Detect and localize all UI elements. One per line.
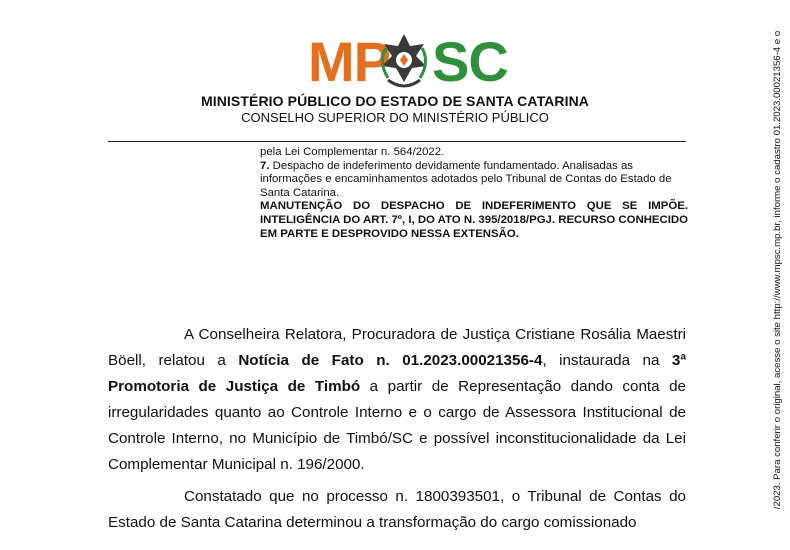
- header-divider: [108, 141, 686, 142]
- verification-side-note: /2023. Para conferir o original, acesse o site http://www.mpsc.mp.br, informe o cadastro 01.2023.00021356-4 e o: [772, 30, 783, 510]
- council-subtitle: CONSELHO SUPERIOR DO MINISTÉRIO PÚBLICO: [241, 110, 549, 125]
- institution-logo: [300, 30, 508, 98]
- summary-verdict: MANUTENÇÃO DO DESPACHO DE INDEFERIMENTO QUE SE IMPÕE. INTELIGÊNCIA DO ART. 7º, I, DO ATO N. 395/2018/PGJ. RECURSO CONHECIDO EM PARTE E DESPROVIDO NESSA EXTENSÃO.: [260, 200, 688, 240]
- case-summary: [260, 146, 688, 241]
- report-body: [108, 322, 686, 536]
- summary-continuation: pela Lei Complementar n. 564/2022.: [260, 146, 445, 158]
- p1-text-a: A Conselheira Relatora, Procuradora de Justiça Cristiane Rosália Maestri Böell, relatou a: [108, 326, 686, 369]
- body-paragraph-2: Constatado que no processo n. 1800393501, o Tribunal de Contas do Estado de Santa Catarina determinou a transformação do cargo comissionado: [108, 488, 686, 531]
- body-paragraph-1: [108, 322, 686, 478]
- prosecutor-office: 3ª Promotoria de Justiça de Timbó: [108, 352, 686, 395]
- logo-mp-text: MP: [308, 30, 390, 93]
- summary-item-number: 7.: [260, 159, 270, 172]
- institution-title: MINISTÉRIO PÚBLICO DO ESTADO DE SANTA CATARINA: [200, 93, 590, 109]
- summary-item-text: Despacho de indeferimento devidamente fundamentado. Analisadas as informações e encaminhamentos adotados pelo Tribunal de Contas do Estado de Santa Catarina.: [260, 159, 672, 199]
- state-coat-of-arms-icon: [374, 30, 434, 96]
- summary-item-7: [260, 160, 688, 201]
- case-number: Notícia de Fato n. 01.2023.00021356-4: [238, 352, 543, 369]
- p1-text-e: a partir de Representação dando conta de irregularidades quanto ao Controle Interno e o cargo de Assessora Institucional de Controle Interno, no Município de Timbó/SC e possível inconstitucionalidade da Lei Complementar Municipal n. 196/2000.: [108, 378, 686, 473]
- p1-text-c: , instaurada na: [542, 352, 672, 369]
- logo-sc-text: SC: [432, 30, 508, 93]
